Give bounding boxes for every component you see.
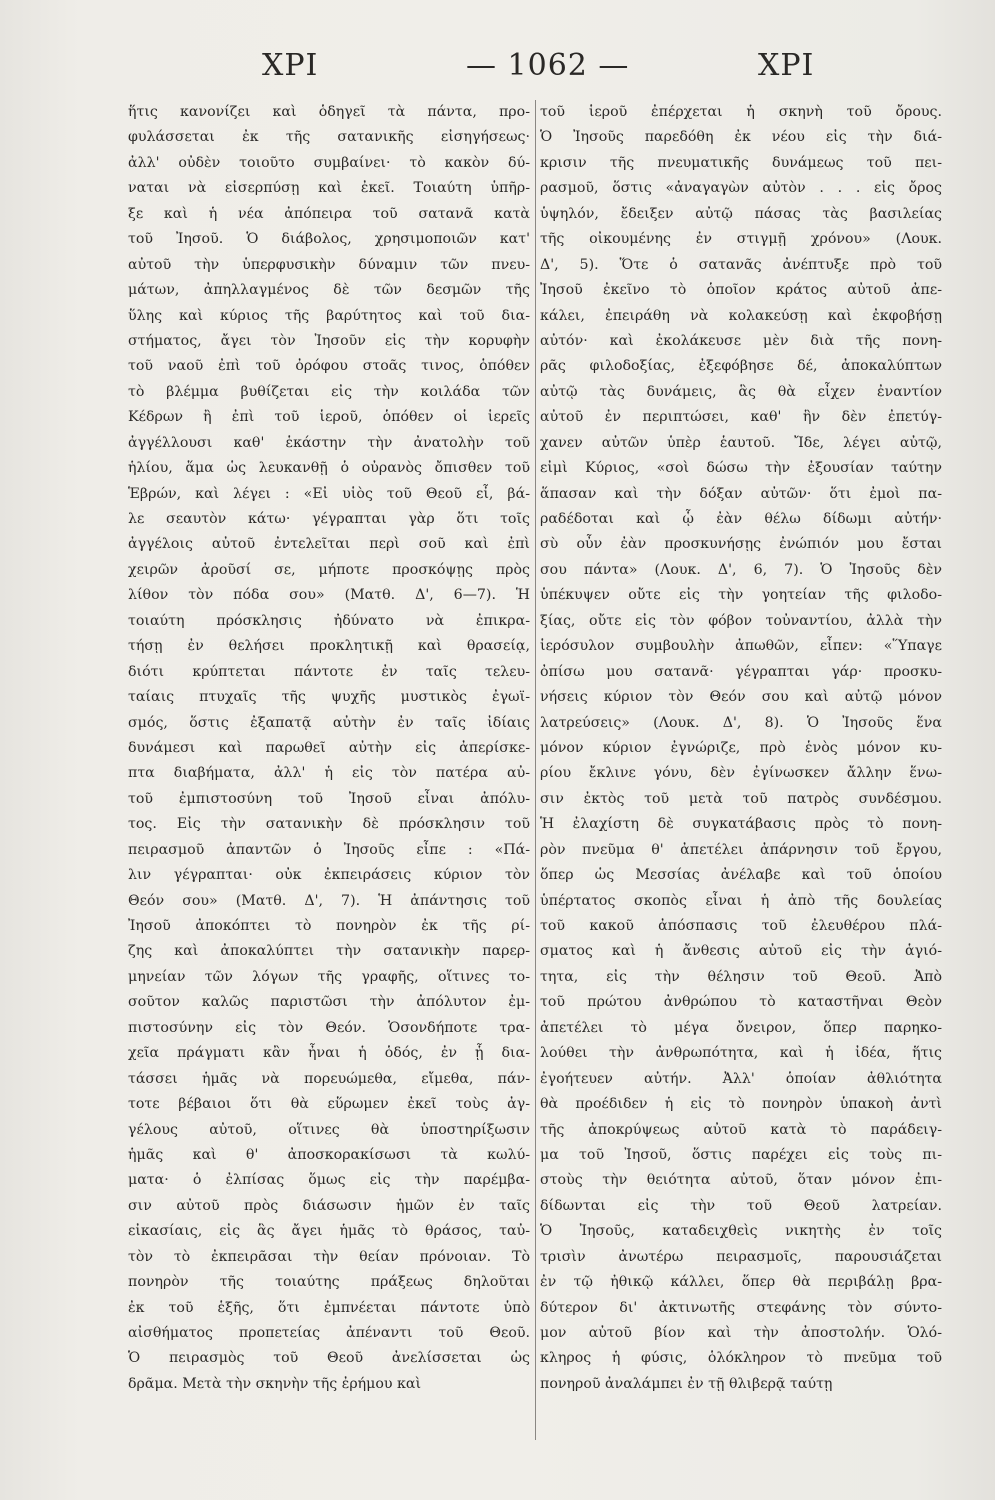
right-text-column bbox=[540, 100, 942, 1460]
text-line: τῆς ἀποκρύψεως αὐτοῦ κατὰ τὸ παράδειγ- bbox=[540, 1121, 942, 1138]
text-line: Ἰησοῦ ἀποκόπτει τὸ πονηρὸν ἐκ τῆς ρί- bbox=[128, 918, 530, 934]
text-line: ρᾶς φιλοδοξίας, ἐξεφόβησε δέ, ἀποκαλύπτων bbox=[540, 358, 942, 375]
text-line: στήματος, ἄγει τὸν Ἰησοῦν εἰς τὴν κορυφὴν bbox=[128, 332, 530, 349]
text-line: ξίας, οὔτε εἰς τὸν φόβον τοὐναντίου, ἀλλὰ τὴν bbox=[540, 612, 942, 629]
text-line: ναται νὰ εἰσερπύσῃ καὶ ἐκεῖ. Τοιαύτη ὑπῆρ- bbox=[128, 180, 530, 197]
text-line: ὑπέρτατος σκοπὸς εἶναι ἡ ἀπὸ τῆς δουλείας bbox=[540, 892, 942, 909]
text-line: ἀγγέλλουσι καθ' ἑκάστην τὴν ἀνατολὴν τοῦ bbox=[128, 434, 530, 451]
text-line: τοῦ ναοῦ ἐπὶ τοῦ ὀρόφου στοᾶς τινος, ὁπόθεν bbox=[128, 358, 530, 375]
text-line: αὐτοῦ τὴν ὑπερφυσικὴν δύναμιν τῶν πνευ- bbox=[128, 256, 530, 273]
text-line: τοτε βέβαιοι ὅτι θὰ εὕρωμεν ἐκεῖ τοὺς ἀγ- bbox=[128, 1096, 530, 1113]
text-line: ἡλίου, ἅμα ὡς λευκανθῇ ὁ οὐρανὸς ὄπισθεν τοῦ bbox=[128, 460, 530, 477]
text-line: τάσσει ἡμᾶς νὰ πορευώμεθα, εἴμεθα, πάν- bbox=[128, 1070, 530, 1087]
text-line: τος. Εἰς τὴν σατανικὴν δὲ πρόσκλησιν τοῦ bbox=[128, 816, 530, 833]
text-line: Ἑβρών, καὶ λέγει : «Εἰ υἱὸς τοῦ Θεοῦ εἶ, βά- bbox=[128, 485, 530, 502]
text-line: Ἰησοῦ ἐκεῖνο τὸ ὁποῖον κράτος αὐτοῦ ἀπε- bbox=[540, 282, 942, 299]
text-line: λούθει τὴν ἀνθρωπότητα, καὶ ἡ ἰδέα, ἥτις bbox=[540, 1045, 942, 1062]
text-line: Θεόν σου» (Ματθ. Δ', 7). Ἡ ἀπάντησις τοῦ bbox=[128, 892, 530, 909]
text-line: ὑψηλόν, ἔδειξεν αὐτῷ πάσας τὰς βασιλείας bbox=[540, 205, 942, 222]
text-line: τοῦ ἱεροῦ ἐπέρχεται ἡ σκηνὴ τοῦ ὄρους. bbox=[540, 104, 942, 120]
text-line: μον αὐτοῦ βίον καὶ τὴν ἀποστολήν. Ὁλό- bbox=[540, 1325, 942, 1341]
text-line: πονηροῦ ἀναλάμπει ἐν τῇ θλιβερᾷ ταύτῃ bbox=[540, 1375, 833, 1392]
text-line: αὐτοῦ ἐν περιπτώσει, καθ' ἣν δὲν ἐπετύγ- bbox=[540, 409, 942, 426]
text-line: σματος καὶ ἡ ἄνθεσις αὐτοῦ εἰς τὴν ἁγιό- bbox=[540, 943, 942, 960]
text-line: τητα, εἰς τὴν θέλησιν τοῦ Θεοῦ. Ἀπὸ bbox=[540, 968, 942, 985]
text-line: ρίου ἔκλινε γόνυ, δὲν ἐγίνωσκεν ἄλλην ἕνω- bbox=[540, 765, 942, 782]
text-line: ἐγοήτευεν αὐτήν. Ἀλλ' ὁποίαν ἀθλιότητα bbox=[540, 1070, 942, 1087]
text-line: τοῦ Ἰησοῦ. Ὁ διάβολος, χρησιμοποιῶν κατ' bbox=[128, 231, 530, 248]
text-line: τοιαύτη πρόσκλησις ἠδύνατο νὰ ἐπικρα- bbox=[128, 612, 530, 629]
text-line: Ὁ πειρασμὸς τοῦ Θεοῦ ἀνελίσσεται ὡς bbox=[128, 1350, 530, 1367]
text-line: εἰκασίαις, εἰς ἃς ἄγει ἡμᾶς τὸ θράσος, ταὐ- bbox=[128, 1223, 530, 1240]
text-line: τοῦ κακοῦ ἀπόσπασις τοῦ ἐλευθέρου πλά- bbox=[540, 918, 942, 934]
text-line: τὸν τὸ ἐκπειρᾶσαι τὴν θείαν πρόνοιαν. Τὸ bbox=[128, 1248, 530, 1265]
text-line: κάλει, ἐπειράθη νὰ κολακεύσῃ καὶ ἐκφοβήσῃ bbox=[540, 307, 942, 324]
text-line: σιν αὐτοῦ πρὸς διάσωσιν ἡμῶν ἐν ταῖς bbox=[128, 1197, 530, 1214]
text-line: χεῖα πράγματι κἂν ἦναι ἡ ὁδός, ἐν ᾗ δια- bbox=[128, 1045, 530, 1062]
text-line: ρασμοῦ, ὅστις «ἀναγαγὼν αὐτὸν . . . εἰς ὄρος bbox=[540, 180, 942, 197]
text-line: μηνείαν τῶν λόγων τῆς γραφῆς, οἵτινες το- bbox=[128, 968, 530, 985]
text-line: δύτερον δι' ἀκτινωτῆς στεφάνης τὸν σύντο- bbox=[540, 1299, 942, 1316]
text-line: χειρῶν ἀροῦσί σε, μήποτε προσκόψῃς πρὸς bbox=[128, 561, 530, 578]
text-line: ὕλης καὶ κύριος τῆς βαρύτητος καὶ τοῦ δια- bbox=[128, 307, 530, 324]
text-line: ξε καὶ ἡ νέα ἀπόπειρα τοῦ σατανᾶ κατὰ bbox=[128, 205, 530, 222]
text-line: μα τοῦ Ἰησοῦ, ὅστις παρέχει εἰς τοὺς πι- bbox=[540, 1146, 942, 1163]
text-line: ὀπίσω μου σατανᾶ· γέγραπται γάρ· προσκυ- bbox=[540, 663, 942, 680]
text-line: τήσῃ ἐν θελήσει προκλητικῇ καὶ θρασείᾳ, bbox=[128, 638, 530, 655]
text-line: ἅπασαν καὶ τὴν δόξαν αὐτῶν· ὅτι ἐμοὶ πα- bbox=[540, 485, 942, 502]
text-line: στοὺς τὴν θειότητα αὐτοῦ, ὅταν μόνον ἐπι- bbox=[540, 1172, 942, 1189]
text-line: σιν ἐκτὸς τοῦ μετὰ τοῦ πατρὸς συνδέσμου. bbox=[540, 790, 942, 807]
text-line: θὰ προέδιδεν ἡ εἰς τὸ πονηρὸν ὑπακοὴ ἀντὶ bbox=[540, 1096, 942, 1113]
text-line: φυλάσσεται ἐκ τῆς σατανικῆς εἰσηγήσεως· bbox=[128, 129, 530, 146]
text-line: τρισὶν ἀνωτέρω πειρασμοῖς, παρουσιάζεται bbox=[540, 1248, 942, 1265]
text-line: πονηρὸν τῆς τοιαύτης πράξεως δηλοῦται bbox=[128, 1274, 530, 1291]
text-line: Ἡ ἐλαχίστη δὲ συγκατάβασις πρὸς τὸ πονη- bbox=[540, 816, 942, 833]
text-line: πειρασμοῦ ἀπαντῶν ὁ Ἰησοῦς εἶπε : «Πά- bbox=[128, 841, 530, 858]
text-line: ταίαις πτυχαῖς τῆς ψυχῆς μυστικὸς ἐγωϊ- bbox=[128, 689, 530, 706]
left-text-column bbox=[128, 100, 530, 1460]
text-line: ἥτις κανονίζει καὶ ὁδηγεῖ τὰ πάντα, προ- bbox=[128, 104, 530, 120]
text-line: σοῦτον καλῶς παριστῶσι τὴν ἀπόλυτον ἐμ- bbox=[128, 994, 530, 1011]
running-header bbox=[0, 48, 995, 98]
text-line: Δ', 5). Ὅτε ὁ σατανᾶς ἀνέπτυξε πρὸ τοῦ bbox=[540, 256, 942, 273]
text-line: δρᾶμα. Μετὰ τὴν σκηνὴν τῆς ἐρήμου καὶ bbox=[128, 1375, 422, 1392]
text-line: γέλους αὐτοῦ, οἵτινες θὰ ὑποστηρίξωσιν bbox=[128, 1121, 530, 1138]
page-number: — 1062 — bbox=[466, 48, 630, 83]
text-line: χανεν αὐτῶν ὑπὲρ ἑαυτοῦ. Ἴδε, λέγει αὐτῷ, bbox=[540, 434, 942, 451]
text-line: ζης καὶ ἀποκαλύπτει τὴν σατανικὴν παρερ- bbox=[128, 943, 530, 960]
text-line: ὅπερ ὡς Μεσσίας ἀνέλαβε καὶ τοῦ ὁποίου bbox=[540, 867, 942, 884]
text-line: λε σεαυτὸν κάτω· γέγραπται γὰρ ὅτι τοῖς bbox=[128, 511, 530, 527]
text-line: τῆς οἰκουμένης ἐν στιγμῇ χρόνου» (Λουκ. bbox=[540, 231, 942, 248]
text-line: διότι κρύπτεται πάντοτε ἐν ταῖς τελευ- bbox=[128, 663, 530, 680]
text-line: ἀλλ' οὐδὲν τοιοῦτο συμβαίνει· τὸ κακὸν δύ- bbox=[128, 154, 530, 171]
text-line: κρισιν τῆς πνευματικῆς δυνάμεως τοῦ πει- bbox=[540, 154, 942, 171]
text-line: πιστοσύνην εἰς τὸν Θεόν. Ὁσονδήποτε τρα- bbox=[128, 1019, 530, 1036]
text-line: αὐτῷ τὰς δυνάμεις, ἃς θὰ εἶχεν ἐναντίον bbox=[540, 383, 942, 400]
text-line: ἱερόσυλον συμβουλὴν ἀπωθῶν, εἶπεν: «Ὕπαγε bbox=[540, 638, 942, 655]
text-line: ρὸν πνεῦμα θ' ἀπετέλει ἀπάρνησιν τοῦ ἔργου, bbox=[540, 841, 942, 858]
text-line: ραδέδοται καὶ ᾧ ἐὰν θέλω δίδωμι αὐτήν· bbox=[540, 511, 942, 527]
text-line: νήσεις κύριον τὸν Θεόν σου καὶ αὐτῷ μόνον bbox=[540, 689, 942, 706]
header-left-word: ΧΡΙ bbox=[262, 48, 319, 83]
text-line: Ὁ Ἰησοῦς παρεδόθη ἐκ νέου εἰς τὴν διά- bbox=[540, 129, 942, 146]
text-line: Ὁ Ἰησοῦς, καταδειχθεὶς νικητὴς ἐν τοῖς bbox=[540, 1223, 942, 1240]
text-line: σμός, ὅστις ἐξαπατᾷ αὐτὴν ἐν ταῖς ἰδίαις bbox=[128, 714, 530, 731]
text-line: ἐν τῷ ἠθικῷ κάλλει, ὅπερ θὰ περιβάλῃ βρα- bbox=[540, 1274, 942, 1291]
text-line: λατρεύσεις» (Λουκ. Δ', 8). Ὁ Ἰησοῦς ἕνα bbox=[540, 714, 942, 731]
text-line: ἡμᾶς καὶ θ' ἀποσκορακίσωσι τὰ κωλύ- bbox=[128, 1146, 530, 1163]
text-line: δυνάμεσι καὶ παρωθεῖ αὐτὴν εἰς ἀπερίσκε- bbox=[128, 739, 530, 756]
text-line: μάτων, ἀπηλλαγμένος δὲ τῶν δεσμῶν τῆς bbox=[128, 282, 530, 299]
text-line: σου πάντα» (Λουκ. Δ', 6, 7). Ὁ Ἰησοῦς δὲν bbox=[540, 561, 942, 578]
text-line: σὺ οὖν ἐὰν προσκυνήσῃς ἐνώπιόν μου ἔσται bbox=[540, 536, 942, 553]
text-line: ἀγγέλοις αὐτοῦ ἐντελεῖται περὶ σοῦ καὶ ἐπὶ bbox=[128, 536, 530, 553]
text-line: λιν γέγραπται· οὐκ ἐκπειράσεις κύριον τὸν bbox=[128, 867, 530, 884]
text-line: μόνον κύριον ἐγνώριζε, πρὸ ἑνὸς μόνον κυ- bbox=[540, 739, 942, 756]
text-line: εἰμὶ Κύριος, «σοὶ δώσω τὴν ἐξουσίαν ταύτην bbox=[540, 460, 942, 477]
text-line: ὑπέκυψεν οὔτε εἰς τὴν γοητείαν τῆς φιλοδο- bbox=[540, 587, 942, 604]
text-line: ἐκ τοῦ ἑξῆς, ὅτι ἐμπνέεται πάντοτε ὑπὸ bbox=[128, 1299, 530, 1316]
text-line: αὐτόν· καὶ ἐκολάκευσε μὲν διὰ τῆς πονη- bbox=[540, 332, 942, 349]
text-line: ἀπετέλει τὸ μέγα ὄνειρον, ὅπερ παρηκο- bbox=[540, 1019, 942, 1036]
text-line: Κέδρων ἢ ἐπὶ τοῦ ἱεροῦ, ὁπόθεν οἱ ἱερεῖς bbox=[128, 409, 530, 426]
text-line: ματα· ὁ ἐλπίσας ὅμως εἰς τὴν παρέμβα- bbox=[128, 1172, 530, 1189]
header-right-word: ΧΡΙ bbox=[758, 48, 815, 83]
text-line: κληρος ἡ φύσις, ὁλόκληρον τὸ πνεῦμα τοῦ bbox=[540, 1350, 942, 1367]
text-line: δίδωνται εἰς τὴν τοῦ Θεοῦ λατρείαν. bbox=[540, 1197, 942, 1214]
text-line: τοῦ ἐμπιστοσύνη τοῦ Ἰησοῦ εἶναι ἀπόλυ- bbox=[128, 790, 530, 807]
text-line: τοῦ πρώτου ἀνθρώπου τὸ καταστῆναι Θεὸν bbox=[540, 994, 942, 1011]
column-divider bbox=[535, 100, 536, 1440]
text-line: πτα διαβήματα, ἀλλ' ἡ εἰς τὸν πατέρα αὐ- bbox=[128, 765, 530, 782]
text-line: λίθον τὸν πόδα σου» (Ματθ. Δ', 6—7). Ἡ bbox=[128, 587, 530, 604]
text-line: αἰσθήματος προπετείας ἀπέναντι τοῦ Θεοῦ. bbox=[128, 1325, 530, 1341]
text-line: τὸ βλέμμα βυθίζεται εἰς τὴν κοιλάδα τῶν bbox=[128, 383, 530, 400]
